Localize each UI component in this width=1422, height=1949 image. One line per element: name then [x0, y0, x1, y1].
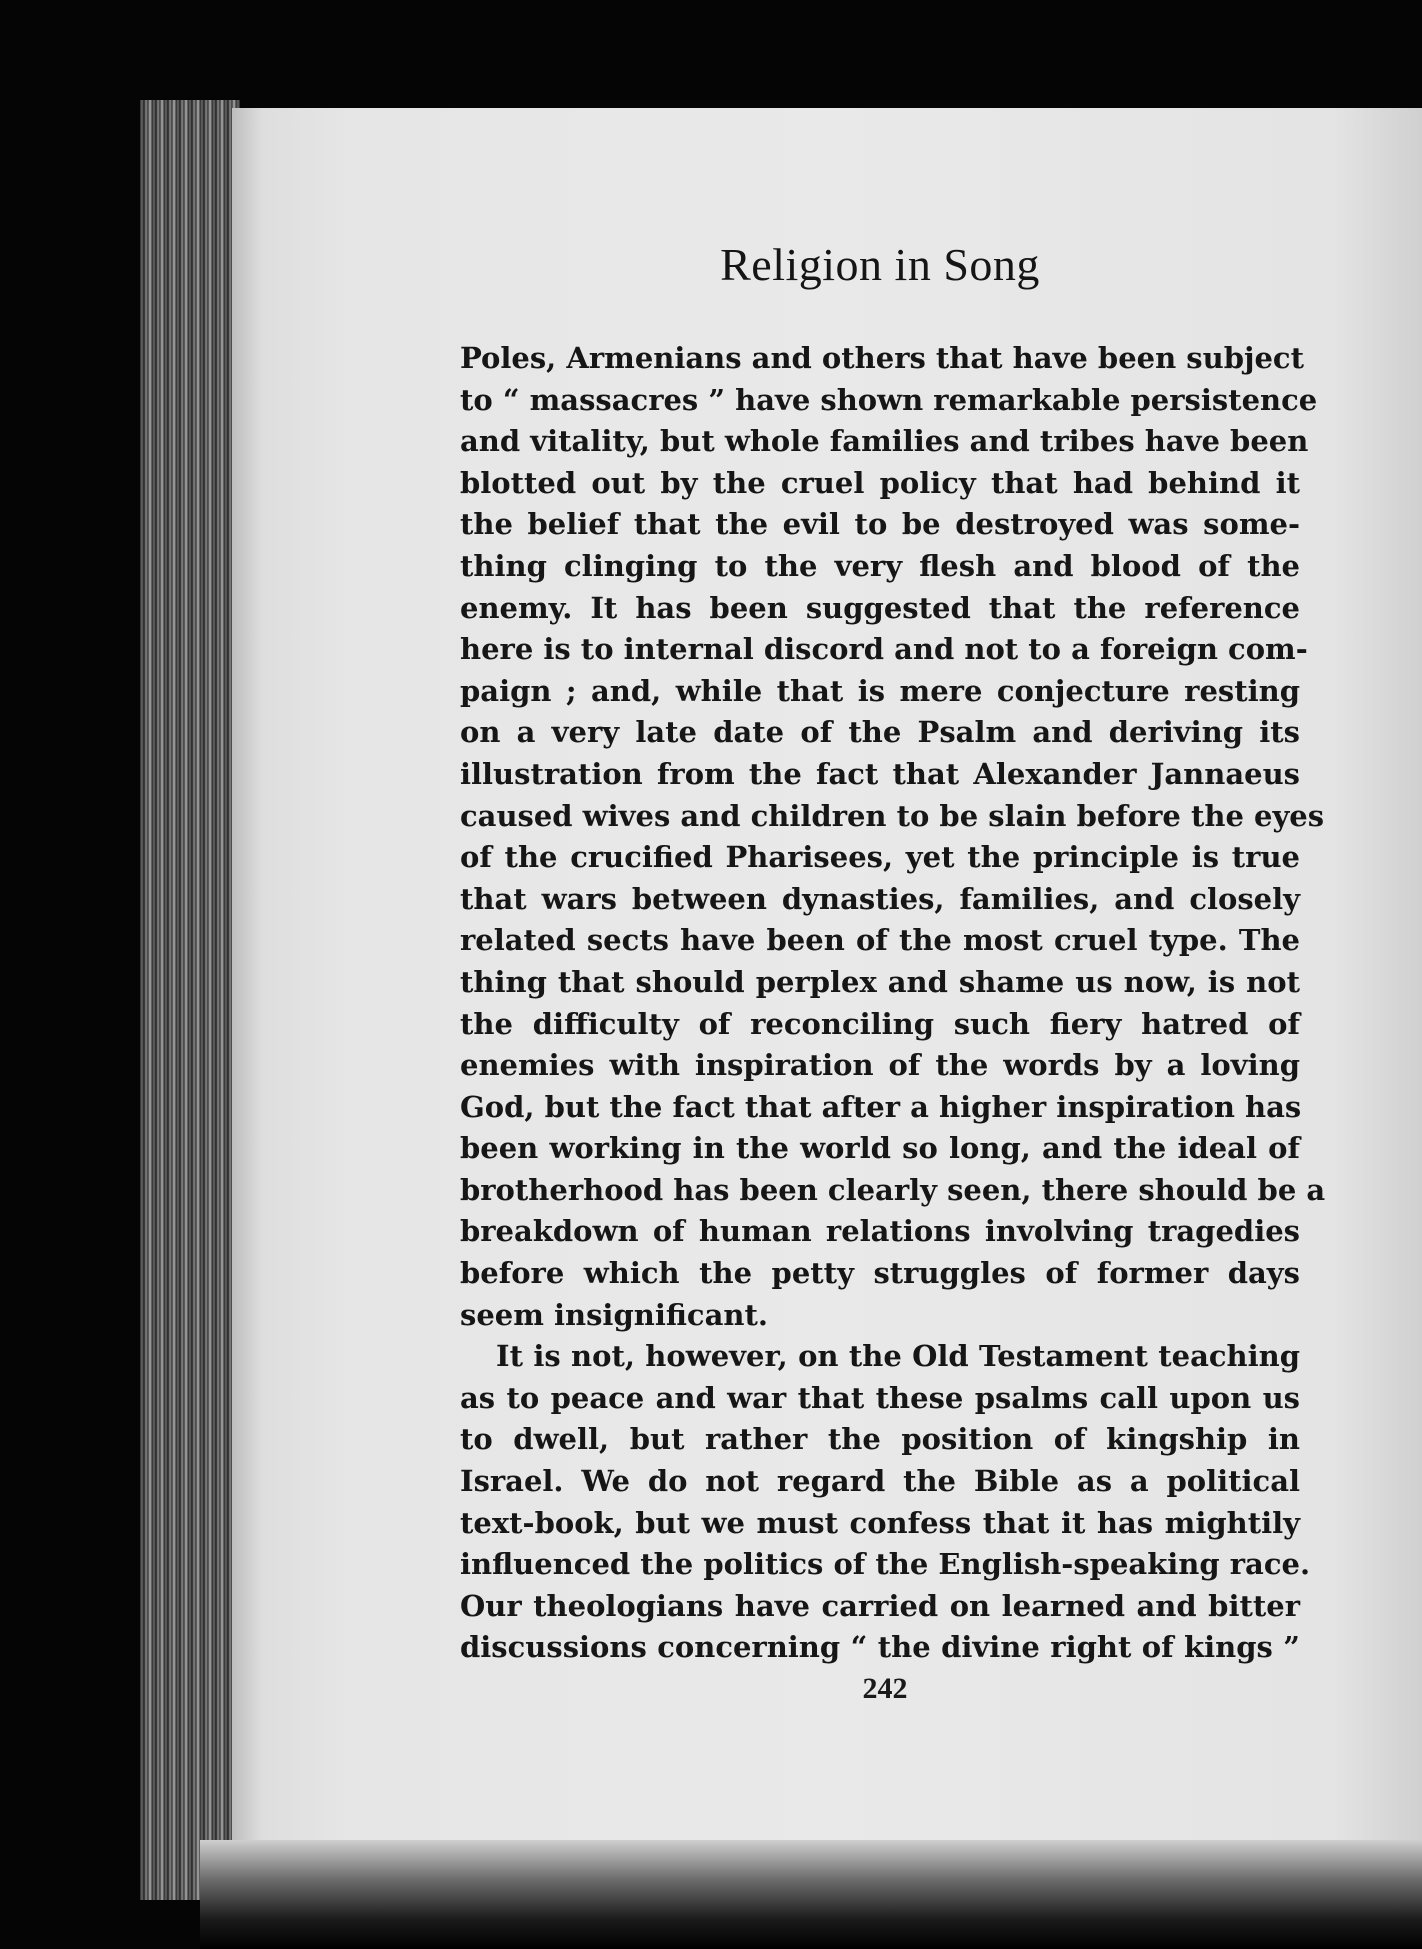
text-line: God, but the fact that after a higher inspiration has [460, 1089, 1302, 1124]
text-line: breakdown of human relations involving tragedies [460, 1214, 1300, 1249]
text-line: blotted out by the cruel policy that had behind it [460, 465, 1300, 500]
page-number: 242 [862, 1672, 908, 1705]
text-line: seem insignificant. [460, 1297, 768, 1332]
text-line: on a very late date of the Psalm and deriving its [460, 715, 1300, 750]
text-line: enemy. It has been suggested that the reference [460, 590, 1300, 625]
text-line: discussions concerning “ the divine right of kings ” [460, 1630, 1300, 1665]
text-line: enemies with inspiration of the words by a loving [460, 1048, 1300, 1083]
running-head: Religion in Song [720, 239, 1040, 290]
text-line: before which the petty struggles of former days [460, 1256, 1300, 1291]
text-line: brotherhood has been clearly seen, there should be a [460, 1172, 1326, 1207]
text-line: the difficulty of reconciling such fiery hatred of [460, 1006, 1300, 1041]
text-line: Israel. We do not regard the Bible as a political [460, 1464, 1300, 1499]
page-bottom-shadow [200, 1840, 1422, 1949]
text-line: related sects have been of the most cruel type. The [460, 923, 1300, 958]
text-line: thing clinging to the very flesh and blood of the [460, 548, 1300, 583]
text-line: It is not, however, on the Old Testament teaching [496, 1339, 1300, 1374]
body-text [460, 338, 1326, 1669]
text-line: illustration from the fact that Alexander Jannaeus [460, 756, 1300, 791]
text-line: influenced the politics of the English-speaking race. [460, 1547, 1311, 1582]
text-line: Our theologians have carried on learned and bitter [460, 1588, 1300, 1623]
text-line: as to peace and war that these psalms call upon us [460, 1380, 1300, 1415]
text-line: been working in the world so long, and the ideal of [460, 1131, 1300, 1166]
paragraph-1 [460, 338, 1326, 1336]
text-line: here is to internal discord and not to a foreign com- [460, 632, 1308, 667]
text-line: thing that should perplex and shame us now, is not [460, 964, 1300, 999]
paragraph-2 [460, 1336, 1311, 1669]
text-line: text-book, but we must confess that it has mightily [460, 1505, 1300, 1540]
page-edges [140, 100, 240, 1900]
text-line: caused wives and children to be slain before the eyes [460, 798, 1325, 833]
text-line: Poles, Armenians and others that have been subject [460, 341, 1304, 375]
text-line: of the crucified Pharisees, yet the principle is true [460, 840, 1300, 875]
text-line: and vitality, but whole families and tribes have been [460, 424, 1309, 459]
text-line: to dwell, but rather the position of kingship in [460, 1422, 1300, 1457]
text-line: to “ massacres ” have shown remarkable persistence [460, 382, 1318, 417]
text-line: paign ; and, while that is mere conjecture resting [460, 673, 1300, 708]
text-line: the belief that the evil to be destroyed was some- [460, 507, 1300, 542]
text-line: that wars between dynasties, families, and closely [460, 881, 1300, 916]
